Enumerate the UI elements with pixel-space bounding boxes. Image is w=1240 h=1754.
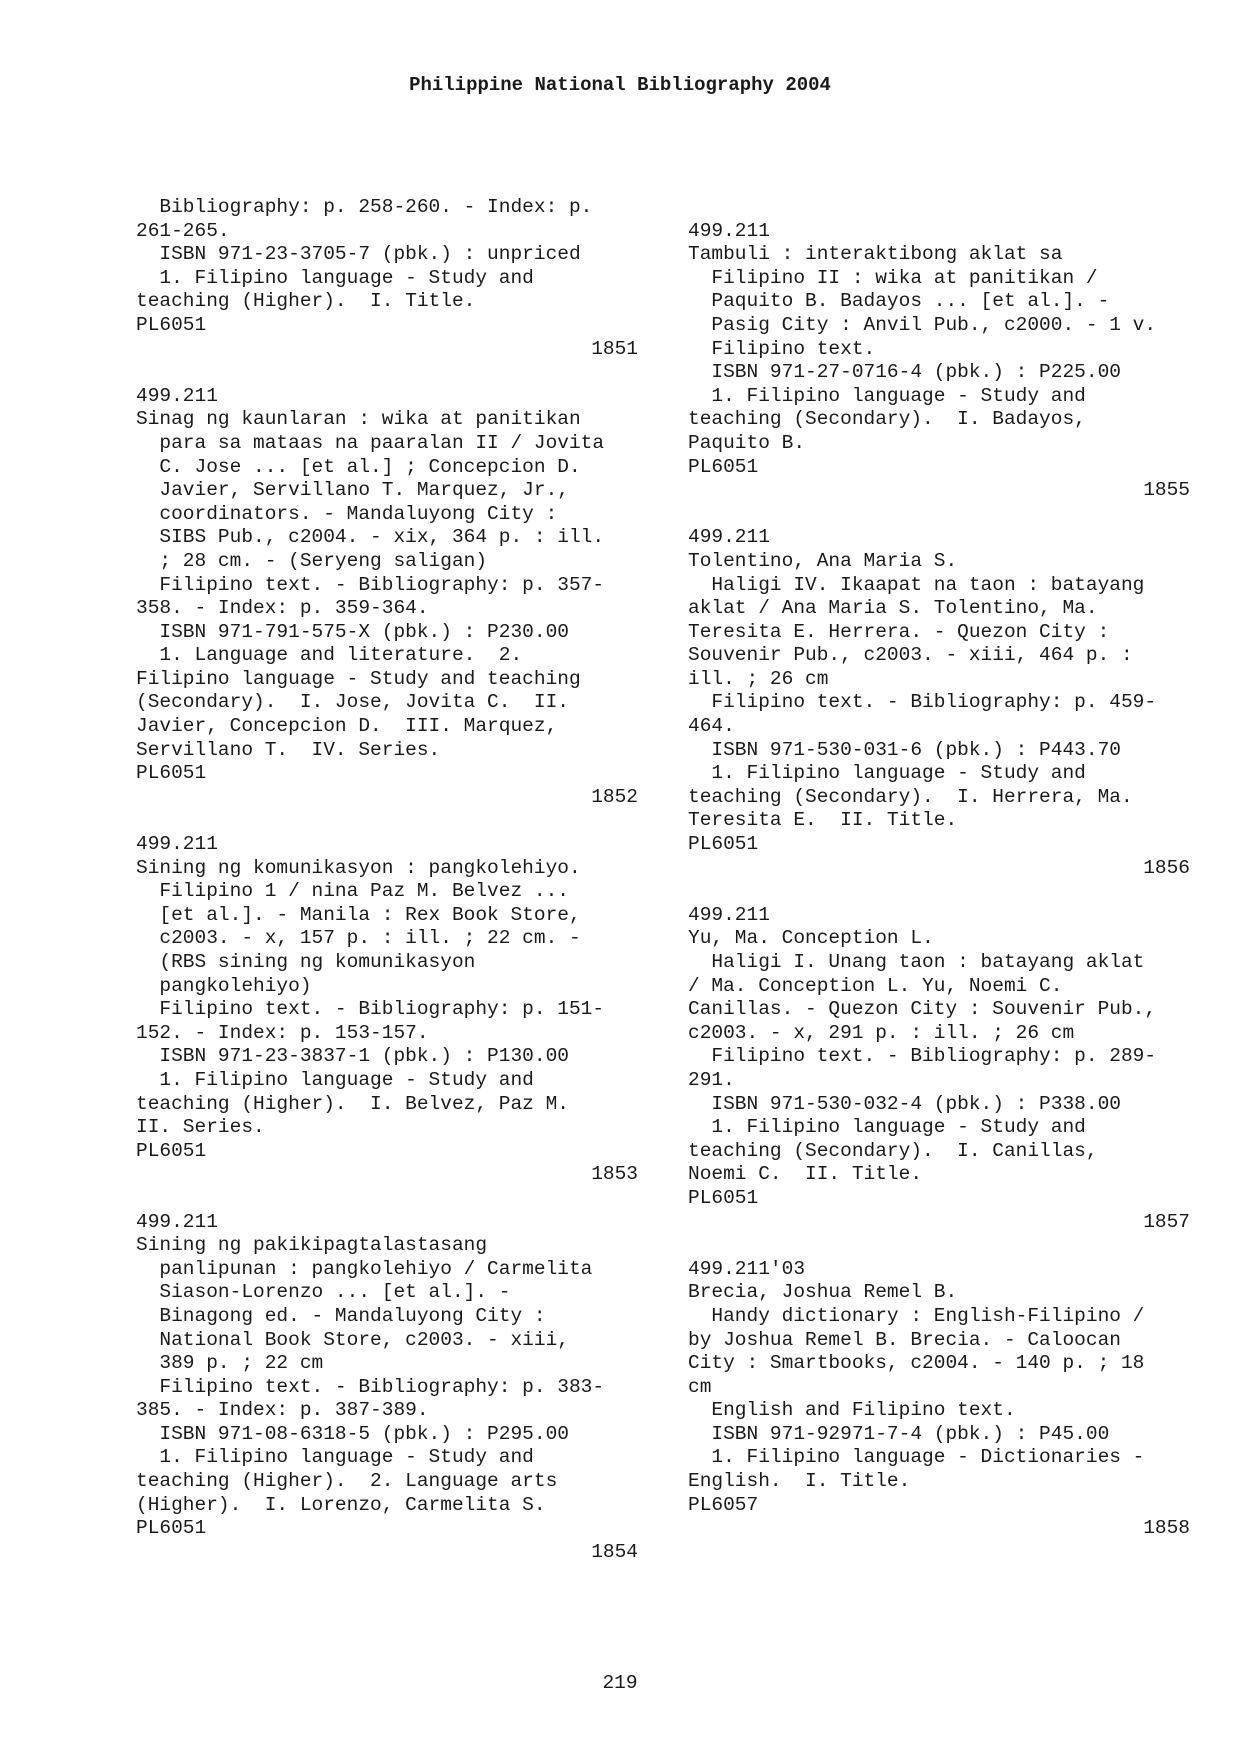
entry-number: 1857 (1143, 1210, 1190, 1233)
entry-line: Paquito B. Badayos ... [et al.]. - (688, 290, 1110, 313)
entry-line: 389 p. ; 22 cm (136, 1352, 324, 1375)
entry-line: 1. Filipino language - Study and (136, 1446, 534, 1469)
entry-line: Teresita E. II. Title. (688, 809, 958, 832)
entry-line: teaching (Secondary). I. Herrera, Ma. (688, 785, 1133, 808)
entry-line: Filipino language - Study and teaching (136, 667, 581, 690)
entry-line: Paquito B. (688, 431, 806, 454)
entry-line: teaching (Secondary). I. Canillas, (688, 1139, 1098, 1162)
entry-line: Sining ng pakikipagtalastasang (136, 1234, 488, 1257)
entry-line: para sa mataas na paaralan II / Jovita (136, 431, 605, 454)
entry-line: Souvenir Pub., c2003. - xiii, 464 p. : (688, 644, 1133, 667)
entry-number: 1853 (591, 1163, 638, 1186)
entry-number: 1858 (1143, 1517, 1190, 1540)
left-column (136, 196, 656, 1588)
entry-line: National Book Store, c2003. - xiii, (136, 1328, 569, 1351)
bibliography-entry (136, 196, 656, 361)
entry-line: Filipino II : wika at panitikan / (688, 266, 1098, 289)
entry-line: PL6051 (688, 833, 759, 856)
entry-line: 1. Filipino language - Study and (136, 266, 534, 289)
entry-line: PL6051 (688, 1186, 759, 1209)
bibliography-entry (688, 526, 1208, 880)
entry-line: ISBN 971-530-031-6 (pbk.) : P443.70 (688, 738, 1121, 761)
entry-line: 499.211 (688, 903, 770, 926)
entry-line: teaching (Secondary). I. Badayos, (688, 408, 1086, 431)
entry-line: SIBS Pub., c2004. - xix, 364 p. : ill. (136, 526, 605, 549)
entry-number: 1856 (1143, 856, 1190, 879)
entry-line: Haligi IV. Ikaapat na taon : batayang (688, 573, 1145, 596)
entry-line: 385. - Index: p. 387-389. (136, 1399, 429, 1422)
entry-line: (RBS sining ng komunikasyon (136, 951, 476, 973)
entry-line: Yu, Ma. Conception L. (688, 927, 934, 950)
entry-line: Haligi I. Unang taon : batayang aklat (688, 951, 1145, 973)
entry-line: Filipino 1 / nina Paz M. Belvez ... (136, 880, 569, 903)
entry-line: Filipino text. - Bibliography: p. 289- (688, 1045, 1157, 1068)
entry-line: 499.211 (688, 526, 770, 549)
entry-line: Javier, Servillano T. Marquez, Jr., (136, 479, 569, 502)
entry-line: 499.211 (136, 1210, 218, 1233)
entry-line: 499.211'03 (688, 1257, 806, 1280)
entry-line: 1. Language and literature. 2. (136, 644, 523, 667)
entry-line: 1. Filipino language - Dictionaries - (688, 1446, 1145, 1469)
entry-line: (Higher). I. Lorenzo, Carmelita S. (136, 1493, 546, 1516)
entry-line: c2003. - x, 157 p. : ill. ; 22 cm. - (136, 927, 581, 950)
entry-number: 1851 (591, 337, 638, 360)
bibliography-entry (136, 833, 656, 1187)
entry-line: Filipino text. - Bibliography: p. 151- (136, 998, 605, 1021)
bibliography-entry (136, 385, 656, 810)
entry-line: Pasig City : Anvil Pub., c2000. - 1 v. (688, 313, 1157, 336)
entry-line: Tolentino, Ana Maria S. (688, 549, 958, 572)
entry-line: ISBN 971-08-6318-5 (pbk.) : P295.00 (136, 1422, 569, 1445)
entry-line: Filipino text. - Bibliography: p. 357- (136, 573, 605, 596)
bibliography-entry (688, 1258, 1208, 1541)
entry-line: 1. Filipino language - Study and (688, 762, 1086, 785)
entry-line: C. Jose ... [et al.] ; Concepcion D. (136, 455, 581, 478)
entry-line: PL6051 (136, 1139, 207, 1162)
entry-line: / Ma. Conception L. Yu, Noemi C. (688, 974, 1063, 997)
entry-line: Filipino text. - Bibliography: p. 383- (136, 1375, 605, 1398)
entry-line: aklat / Ana Maria S. Tolentino, Ma. (688, 597, 1098, 620)
entry-line: Sinag ng kaunlaran : wika at panitikan (136, 408, 581, 431)
bibliography-entry (688, 196, 1208, 503)
entry-line: panlipunan : pangkolehiyo / Carmelita (136, 1257, 593, 1280)
entry-line: 358. - Index: p. 359-364. (136, 597, 429, 620)
entry-line: PL6057 (688, 1493, 759, 1516)
entry-line: PL6051 (136, 762, 207, 785)
entry-line: Siason-Lorenzo ... [et al.]. - (136, 1281, 511, 1304)
entry-line: PL6051 (136, 313, 207, 336)
entry-line: Filipino text. - Bibliography: p. 459- (688, 691, 1157, 714)
bibliography-entry (688, 904, 1208, 1234)
entry-line: Handy dictionary : English-Filipino / (688, 1304, 1145, 1327)
entry-line (688, 196, 1208, 220)
entry-line: City : Smartbooks, c2004. - 140 p. ; 18 (688, 1352, 1145, 1375)
entry-line: 464. (688, 715, 735, 738)
entry-line: Sining ng komunikasyon : pangkolehiyo. (136, 856, 581, 879)
entry-number: 1852 (591, 785, 638, 808)
entry-line: Bibliography: p. 258-260. - Index: p. (136, 196, 593, 218)
right-column (688, 196, 1208, 1564)
entry-line: Binagong ed. - Mandaluyong City : (136, 1304, 546, 1327)
entry-line: 1. Filipino language - Study and (688, 384, 1086, 407)
entry-line: 1. Filipino language - Study and (136, 1068, 534, 1091)
entry-line: 499.211 (136, 384, 218, 407)
entry-line: Canillas. - Quezon City : Souvenir Pub., (688, 998, 1157, 1021)
entry-line: PL6051 (688, 455, 759, 478)
entry-line: ISBN 971-92971-7-4 (pbk.) : P45.00 (688, 1422, 1110, 1445)
entry-line: pangkolehiyo) (136, 974, 312, 997)
entry-line: teaching (Higher). I. Title. (136, 290, 476, 313)
entry-line: Brecia, Joshua Remel B. (688, 1281, 958, 1304)
entry-line: Noemi C. II. Title. (688, 1163, 923, 1186)
entry-line: 499.211 (136, 833, 218, 856)
entry-line: [et al.]. - Manila : Rex Book Store, (136, 903, 581, 926)
entry-line: (Secondary). I. Jose, Jovita C. II. (136, 691, 569, 714)
entry-line: Filipino text. (688, 337, 876, 360)
entry-line: Servillano T. IV. Series. (136, 738, 441, 761)
entry-line: 499.211 (688, 219, 770, 242)
entry-line: 1. Filipino language - Study and (688, 1116, 1086, 1139)
bibliography-entry (136, 1211, 656, 1565)
entry-line: Javier, Concepcion D. III. Marquez, (136, 715, 558, 738)
page-number: 219 (602, 1672, 638, 1694)
entry-line: c2003. - x, 291 p. : ill. ; 26 cm (688, 1021, 1075, 1044)
entry-line: 152. - Index: p. 153-157. (136, 1021, 429, 1044)
entry-line: ISBN 971-23-3705-7 (pbk.) : unpriced (136, 243, 581, 266)
entry-number: 1854 (591, 1540, 638, 1563)
entry-line: ; 28 cm. - (Seryeng saligan) (136, 549, 488, 572)
entry-line: Tambuli : interaktibong aklat sa (688, 243, 1063, 266)
entry-line: English and Filipino text. (688, 1399, 1016, 1422)
entry-line: II. Series. (136, 1116, 265, 1139)
entry-line: ISBN 971-791-575-X (pbk.) : P230.00 (136, 620, 569, 643)
entry-line: ill. ; 26 cm (688, 667, 829, 690)
entry-line: by Joshua Remel B. Brecia. - Caloocan (688, 1328, 1121, 1351)
entry-line: 261-265. (136, 219, 230, 242)
entry-line: ISBN 971-27-0716-4 (pbk.) : P225.00 (688, 361, 1121, 384)
entry-line: teaching (Higher). 2. Language arts (136, 1470, 558, 1493)
entry-line: 291. (688, 1068, 735, 1091)
page-title: Philippine National Bibliography 2004 (409, 74, 831, 96)
entry-line: Teresita E. Herrera. - Quezon City : (688, 620, 1110, 643)
entry-line: teaching (Higher). I. Belvez, Paz M. (136, 1092, 569, 1115)
entry-line: English. I. Title. (688, 1470, 911, 1493)
entry-line: cm (688, 1375, 712, 1398)
entry-line: ISBN 971-23-3837-1 (pbk.) : P130.00 (136, 1045, 569, 1068)
entry-line: ISBN 971-530-032-4 (pbk.) : P338.00 (688, 1092, 1121, 1115)
entry-line: coordinators. - Mandaluyong City : (136, 502, 558, 525)
entry-line: PL6051 (136, 1517, 207, 1540)
entry-number: 1855 (1143, 479, 1190, 502)
